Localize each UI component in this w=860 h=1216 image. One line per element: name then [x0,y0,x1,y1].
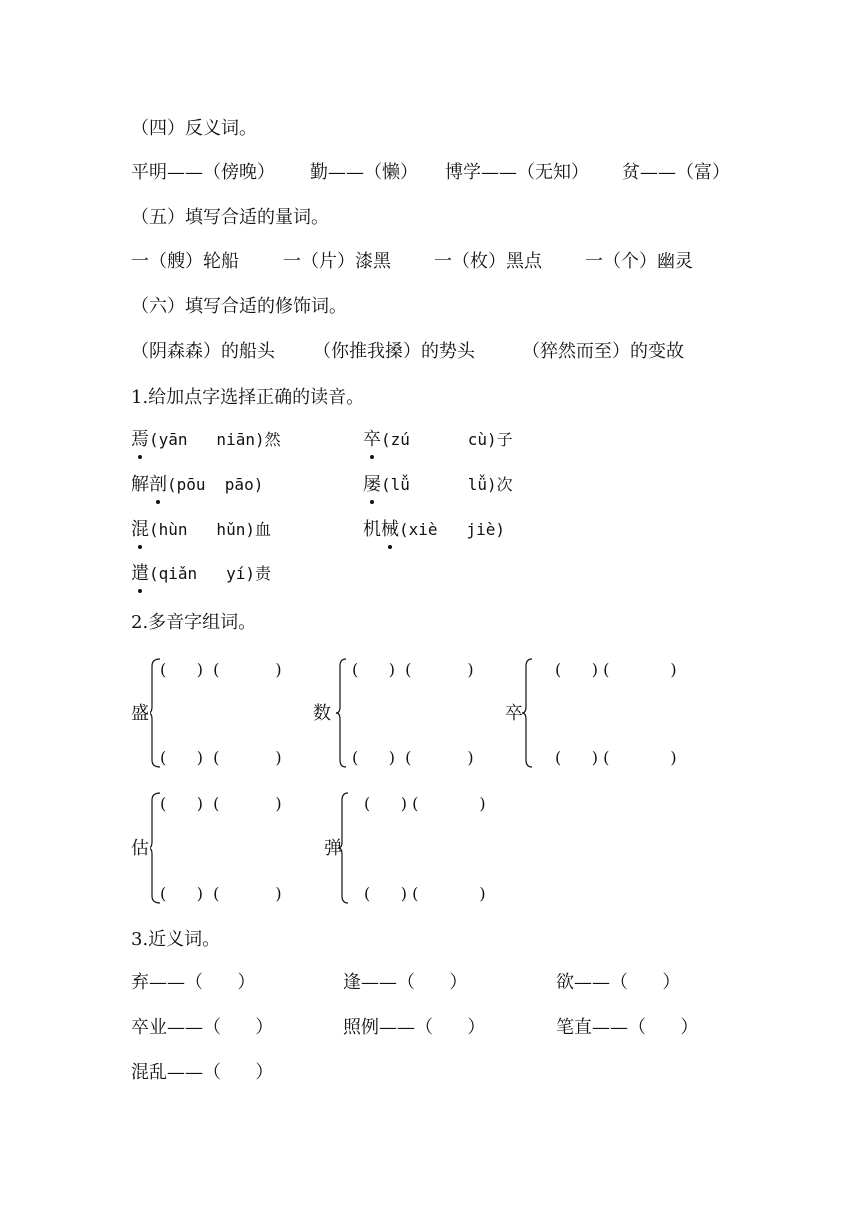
dotted-char: 屡 [363,474,381,495]
blank-pair[interactable]: ( ) ( ) [555,748,677,767]
synonym-item: 欲——（ ） [556,972,681,993]
antonym-item: 勤——（懒） [310,162,418,183]
blank-pair[interactable]: ( ) ( ) [352,748,474,767]
blank-pair[interactable]: ( ) ( ) [160,794,282,813]
blank-pair[interactable]: ( ) ( ) [352,660,474,679]
blank-pair[interactable]: ( ) ( ) [160,748,282,767]
blank-pair[interactable]: ( ) ( ) [364,794,486,813]
dotted-char: 剖 [149,474,167,495]
blank-pair[interactable]: ( ) ( ) [364,884,486,903]
brace-icon [338,792,350,904]
blank-pair[interactable]: ( ) ( ) [160,660,282,679]
q1-title: 1.给加点字选择正确的读音。 [131,387,365,408]
dotted-char: 械 [381,519,399,540]
antonym-item: 贫——（富） [622,162,730,183]
dotted-char: 焉 [131,429,149,450]
measure-word-item: 一（枚）黑点 [434,251,542,272]
pinyin-item: 焉(yān niān)然 [131,429,281,450]
measure-word-item: 一（个）幽灵 [585,251,693,272]
brace-icon [336,658,348,768]
measure-word-item: 一（片）漆黑 [283,251,391,272]
polyphone-char: 估 [131,838,149,859]
synonym-item: 弃——（ ） [131,972,256,993]
dotted-char: 混 [131,519,149,540]
blank-pair[interactable]: ( ) ( ) [555,660,677,679]
dotted-char: 卒 [363,429,381,450]
pinyin-item: 屡(lǚ lǚ)次 [363,474,513,495]
synonym-item: 混乱——（ ） [131,1062,274,1083]
brace-icon [522,658,534,768]
pinyin-item: 解剖(pōu pāo) [131,474,264,495]
q2-title: 2.多音字组词。 [131,612,257,633]
modifier-item: （猝然而至）的变故 [522,341,684,362]
synonym-item: 逢——（ ） [343,972,468,993]
q3-title: 3.近义词。 [131,929,221,950]
modifier-item: （你推我搡）的势头 [313,341,475,362]
polyphone-char: 弹 [324,838,342,859]
pinyin-item: 混(hùn hǔn)血 [131,519,271,540]
pinyin-item: 卒(zú cù)子 [363,429,513,450]
pinyin-item: 机械(xiè jiè) [363,519,505,540]
polyphone-char: 盛 [131,703,149,724]
synonym-item: 卒业——（ ） [131,1017,274,1038]
modifier-item: （阴森森）的船头 [131,341,275,362]
measure-word-item: 一（艘）轮船 [131,251,239,272]
polyphone-char: 卒 [505,703,523,724]
blank-pair[interactable]: ( ) ( ) [160,884,282,903]
synonym-item: 照例——（ ） [343,1017,486,1038]
antonym-item: 博学——（无知） [445,162,589,183]
antonym-item: 平明——（傍晚） [131,162,275,183]
polyphone-char: 数 [313,703,331,724]
pinyin-item: 遣(qiǎn yí)责 [131,563,271,584]
section6-title: （六）填写合适的修饰词。 [131,296,347,317]
section5-title: （五）填写合适的量词。 [131,207,329,228]
dotted-char: 遣 [131,563,149,584]
synonym-item: 笔直——（ ） [556,1017,699,1038]
section4-title: （四）反义词。 [131,118,257,139]
